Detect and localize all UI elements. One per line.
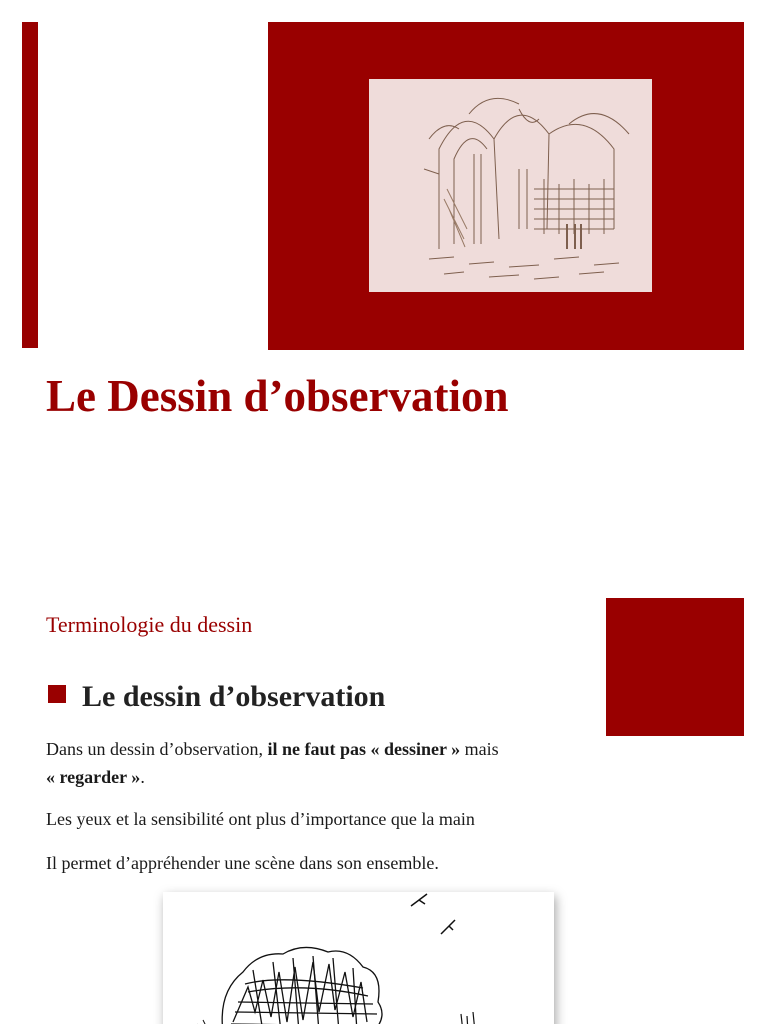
red-accent-square bbox=[606, 598, 744, 736]
para1-text-c: . bbox=[140, 767, 145, 787]
square-bullet-icon bbox=[48, 685, 66, 703]
section-subtitle: Terminologie du dessin bbox=[46, 612, 253, 637]
paragraph-observation bbox=[46, 735, 606, 791]
tree-sketch-image bbox=[163, 892, 554, 1024]
para1-text-a: Dans un dessin d’observation, bbox=[46, 739, 268, 759]
tree-sketch-drawing bbox=[163, 892, 554, 1024]
architecture-sketch-image bbox=[369, 79, 652, 292]
paragraph-eyes: Les yeux et la sensibilité ont plus d’importance que la main bbox=[46, 809, 475, 829]
para1-bold-a: il ne faut pas « dessiner » bbox=[267, 739, 461, 759]
bullet-heading-text: Le dessin d’observation bbox=[82, 680, 386, 713]
bullet-heading bbox=[48, 680, 385, 713]
para1-text-b: mais bbox=[460, 739, 499, 759]
paragraph-scene: Il permet d’appréhender une scène dans son ensemble. bbox=[46, 853, 439, 873]
para1-bold-b: « regarder » bbox=[46, 767, 141, 787]
left-accent-bar bbox=[22, 22, 38, 348]
page-title: Le Dessin d’observation bbox=[46, 371, 509, 421]
architecture-sketch-drawing bbox=[369, 79, 652, 292]
